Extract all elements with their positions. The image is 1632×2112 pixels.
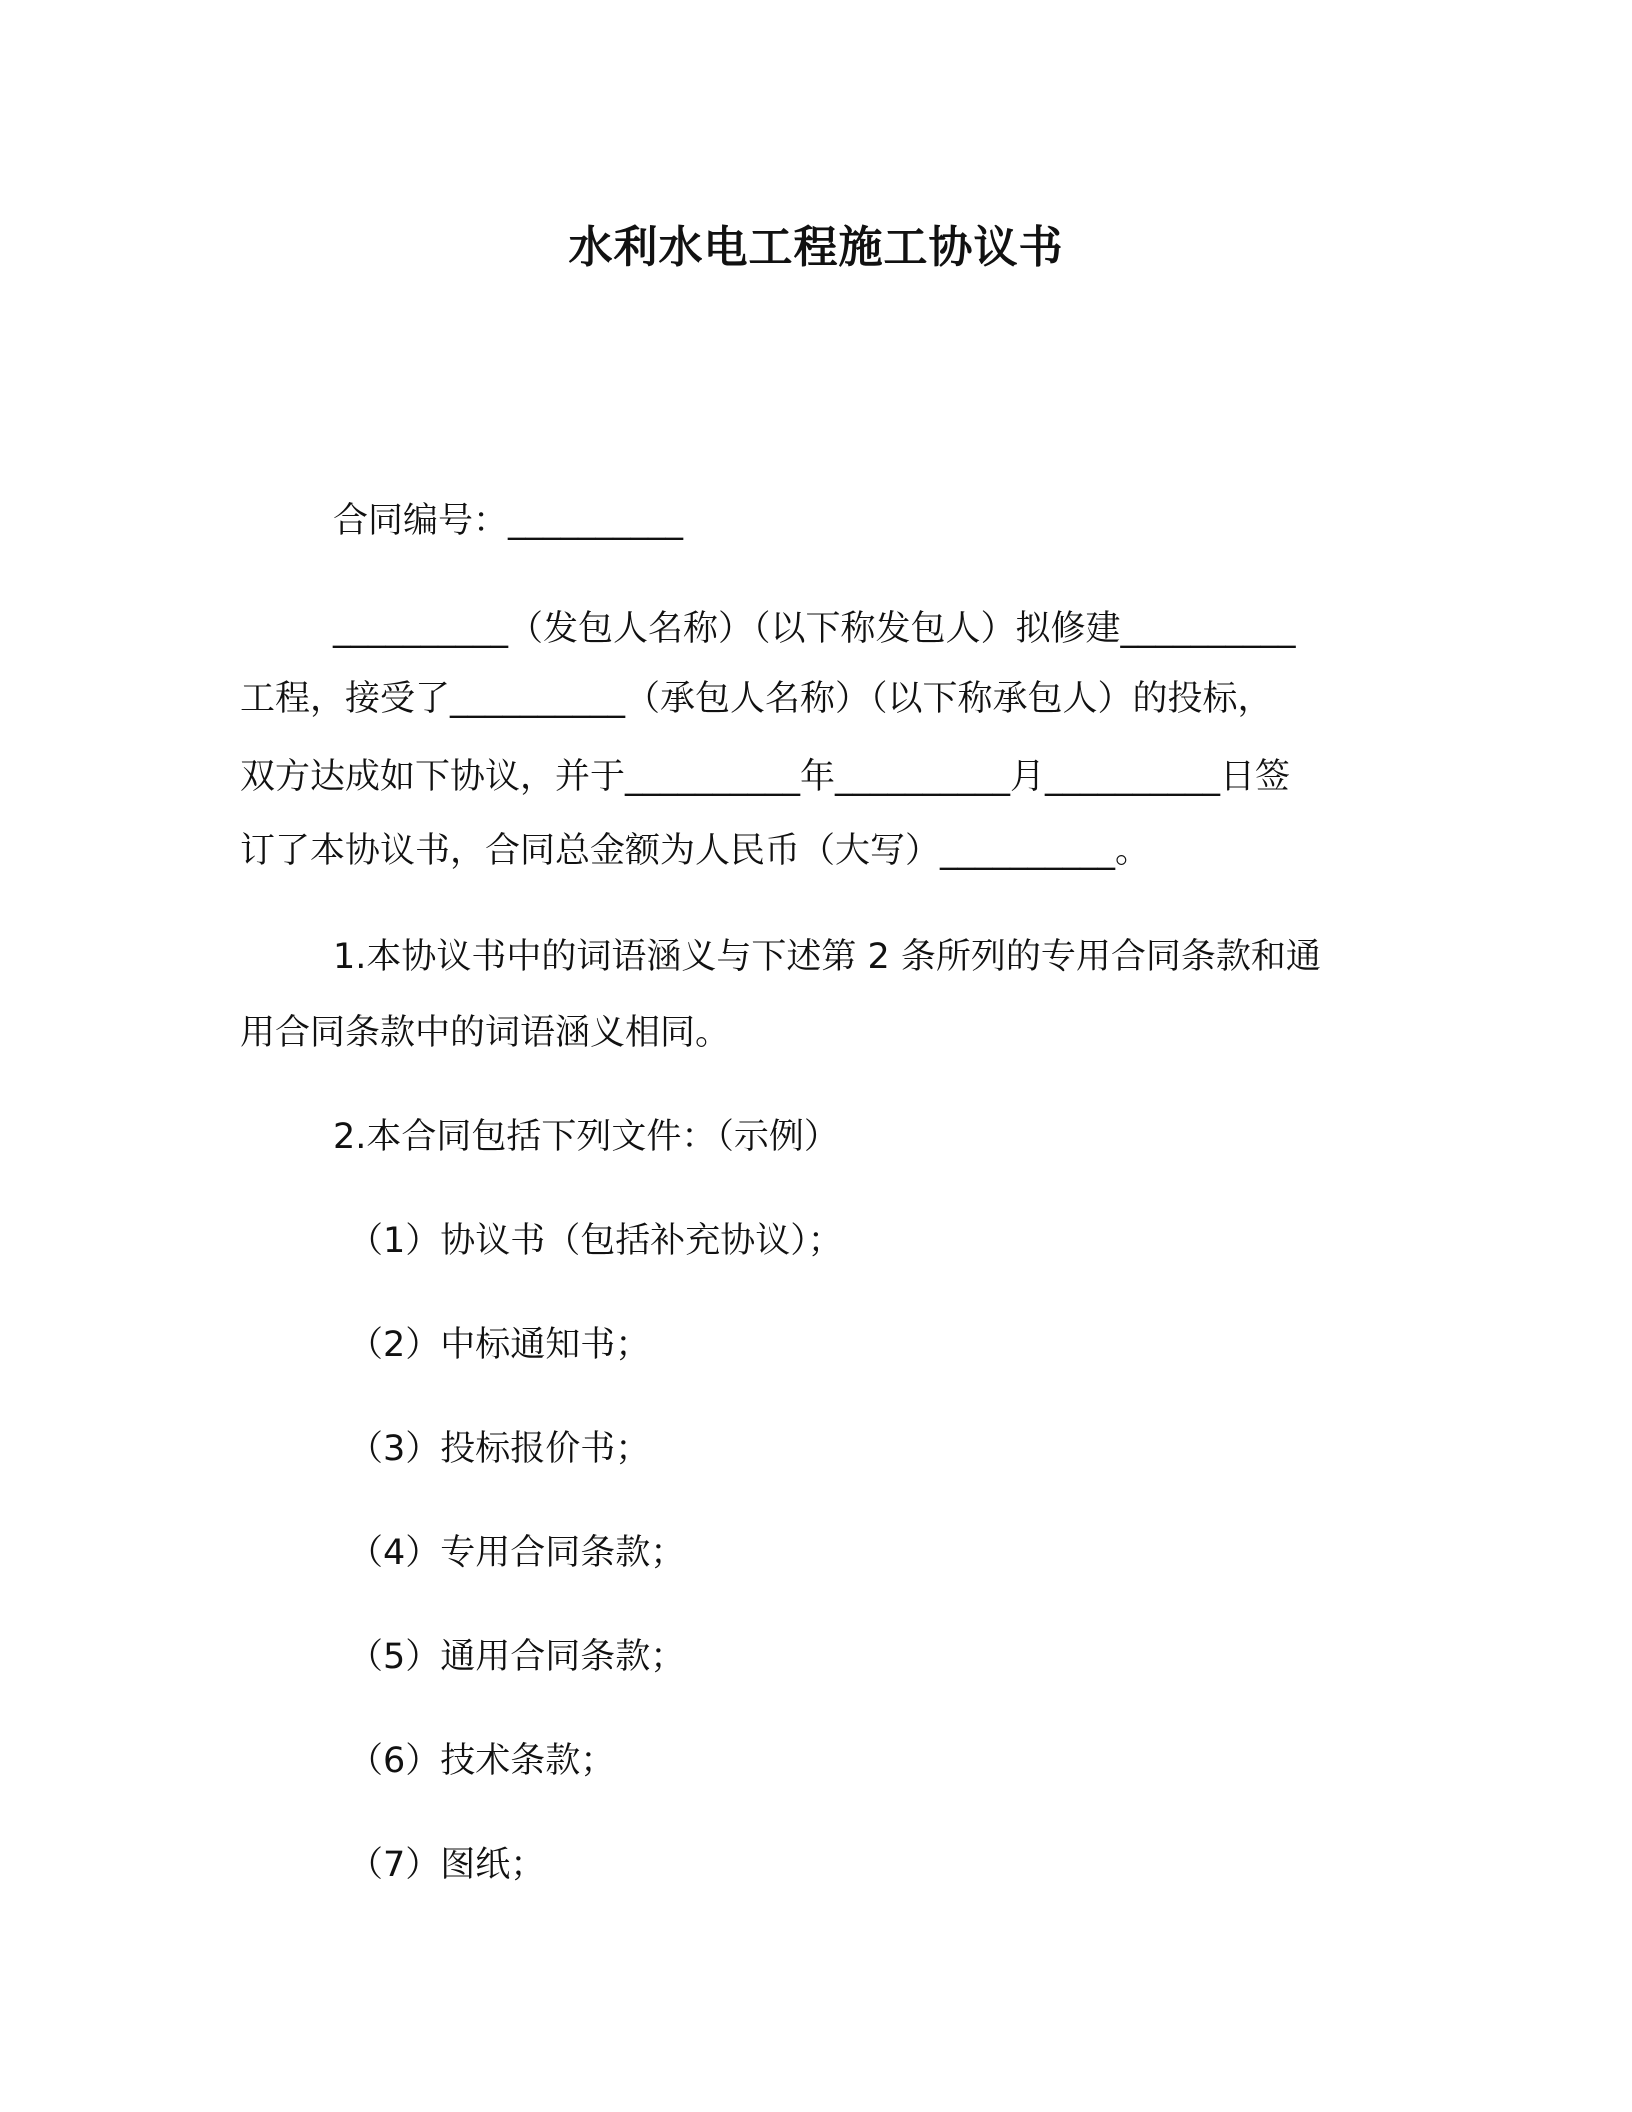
document-list-item: （1）协议书（包括补充协议）； xyxy=(348,1221,843,1261)
para1-line3: 双方达成如下协议，并于__________年__________月__________日签 xyxy=(240,757,1291,797)
para1-line1: __________（发包人名称）（以下称发包人）拟修建__________ xyxy=(333,609,1296,649)
document-list-item: （7）图纸； xyxy=(348,1845,546,1885)
para1-line4: 订了本协议书，合同总金额为人民币（大写）__________。 xyxy=(240,831,1151,871)
document-list-item: （5）通用合同条款； xyxy=(348,1637,686,1677)
document-title: 水利水电工程施工协议书 xyxy=(568,222,1064,273)
clause1-line2: 用合同条款中的词语涵义相同。 xyxy=(240,1013,731,1053)
para1-line2: 工程，接受了__________（承包人名称）（以下称承包人）的投标， xyxy=(240,679,1273,719)
document-list-item: （4）专用合同条款； xyxy=(348,1533,686,1573)
contract-number-line: 合同编号：__________ xyxy=(333,501,684,541)
document-list-item: （6）技术条款； xyxy=(348,1741,616,1781)
document-list-item: （2）中标通知书； xyxy=(348,1325,651,1365)
document-list-item: （3）投标报价书； xyxy=(348,1429,651,1469)
clause2-heading: 2.本合同包括下列文件：（示例） xyxy=(333,1117,839,1157)
clause1-line1: 1.本协议书中的词语涵义与下述第 2 条所列的专用合同条款和通 xyxy=(333,937,1321,977)
